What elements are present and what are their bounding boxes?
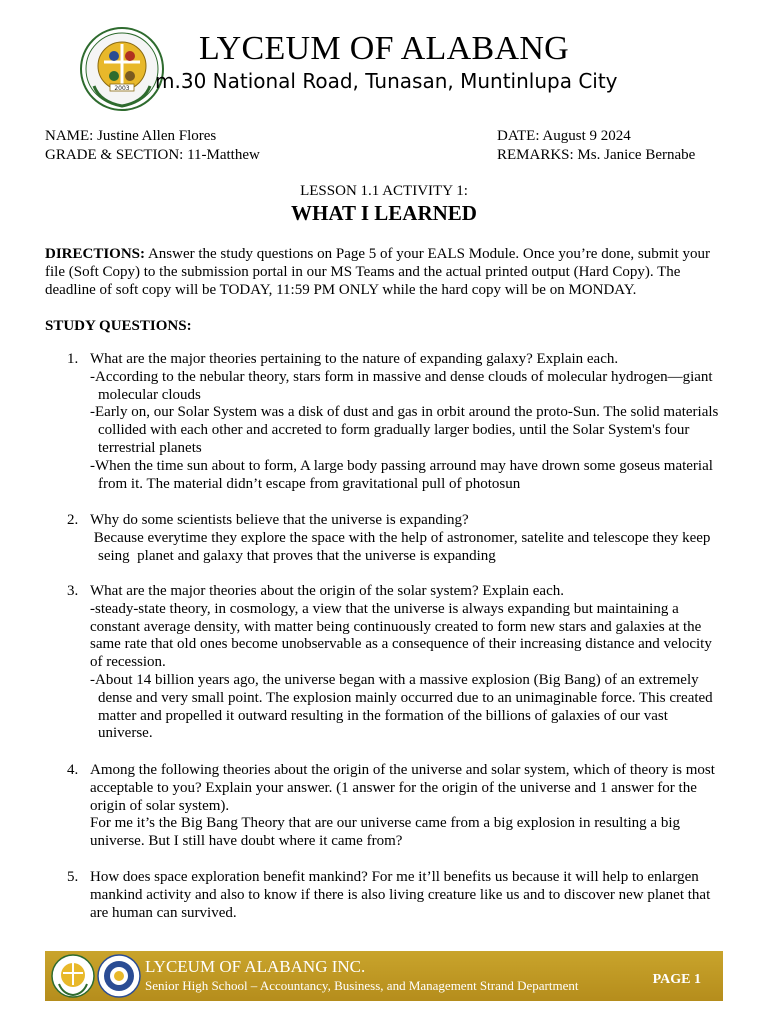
question-number: 1.: [67, 351, 79, 367]
footer-department: Senior High School – Accountancy, Business, and Management Strand Department: [145, 978, 579, 993]
answer-text: -When the time sun about to form, A large body passing arround may have drown some goseus material from it. The material didn’t escape from gravitational pull of photosun: [90, 457, 713, 492]
directions-paragraph: [45, 245, 725, 299]
student-info-left: [45, 127, 260, 165]
svg-text:2003: 2003: [114, 85, 130, 92]
question-1: [45, 351, 725, 493]
grade-section: GRADE & SECTION: 11-Matthew: [45, 147, 260, 163]
answer-text: -About 14 billion years ago, the universe began with a massive explosion (Big Bang) of an extremely dense and very small point. The explosion mainly occurred due to an unimaginable force. This created matter and propelled it outward resulting in the formation of the billions of galaxies of our vast universe.: [90, 671, 713, 742]
answer-text: Because everytime they explore the space with the help of astronomer, satelite and telescope they keep seing planet and galaxy that proves that the universe is expanding: [90, 529, 715, 564]
directions-label: DIRECTIONS:: [45, 246, 146, 262]
answer-text: -Early on, our Solar System was a disk of dust and gas in orbit around the proto-Sun. The solid materials collided with each other and accreted to form gradually larger bodies, until the Solar System's four terrestrial planets: [90, 404, 719, 456]
footer-school-name: LYCEUM OF ALABANG INC.: [145, 957, 366, 976]
date: DATE: August 9 2024: [497, 128, 631, 144]
question-2: [45, 512, 725, 565]
question-text: How does space exploration benefit mankind? For me it’ll benefits us because it will help to enlargen mankind activity and also to know if there is also living creature like us and to discover new planet that are human can survived.: [90, 869, 711, 921]
question-number: 2.: [67, 512, 79, 528]
answer-text: -steady-state theory, in cosmology, a view that the universe is always expanding but maintaining a constant average density, with matter being continuously created to form new stars and galaxies at the same rate that old ones become unobservable as a consequence of their increasing distance and velocity of recession.: [90, 600, 712, 671]
remarks: REMARKS: Ms. Janice Bernabe: [497, 147, 696, 163]
question-number: 5.: [67, 869, 79, 885]
question-4: [45, 762, 725, 851]
page-number: PAGE 1: [652, 972, 701, 987]
footer-deped-seal-icon: [97, 954, 141, 998]
school-address: m.30 National Road, Tunasan, Muntinlupa City: [155, 69, 618, 93]
answer-text: For me it’s the Big Bang Theory that are our universe came from a big explosion in resulting a big universe. But I still have doubt where it came from?: [90, 815, 681, 850]
question-5: [45, 869, 725, 922]
study-questions-heading: STUDY QUESTIONS:: [45, 318, 192, 334]
question-text: Why do some scientists believe that the universe is expanding?: [90, 512, 469, 528]
question-text: What are the major theories about the origin of the solar system? Explain each.: [90, 583, 565, 599]
page-footer: [45, 951, 723, 1001]
question-number: 4.: [67, 762, 79, 778]
answer-text: -According to the nebular theory, stars form in massive and dense clouds of molecular hydrogen—giant molecular clouds: [90, 368, 713, 403]
footer-school-seal-icon: [51, 954, 95, 998]
question-3: [45, 583, 725, 743]
question-text: Among the following theories about the origin of the universe and solar system, which of theory is most acceptable to you? Explain your answer. (1 answer for the origin of the universe and 1 answer for the origin of solar system).: [90, 762, 715, 814]
question-number: 3.: [67, 583, 79, 599]
lesson-subtitle: LESSON 1.1 ACTIVITY 1:: [300, 183, 468, 199]
school-name-heading: LYCEUM OF ALABANG: [198, 30, 570, 67]
lesson-title: WHAT I LEARNED: [291, 201, 477, 225]
directions-text: Answer the study questions on Page 5 of your EALS Module. Once you’re done, submit your file (Soft Copy) to the submission portal in our MS Teams and the actual printed output (Hard Copy). The deadline of soft copy will be TODAY, 11:59 PM ONLY while the hard copy will be on MONDAY.: [45, 246, 710, 298]
student-name: NAME: Justine Allen Flores: [45, 128, 217, 144]
student-info-right: [497, 127, 695, 165]
question-text: What are the major theories pertaining to the nature of expanding galaxy? Explain each.: [90, 351, 619, 367]
